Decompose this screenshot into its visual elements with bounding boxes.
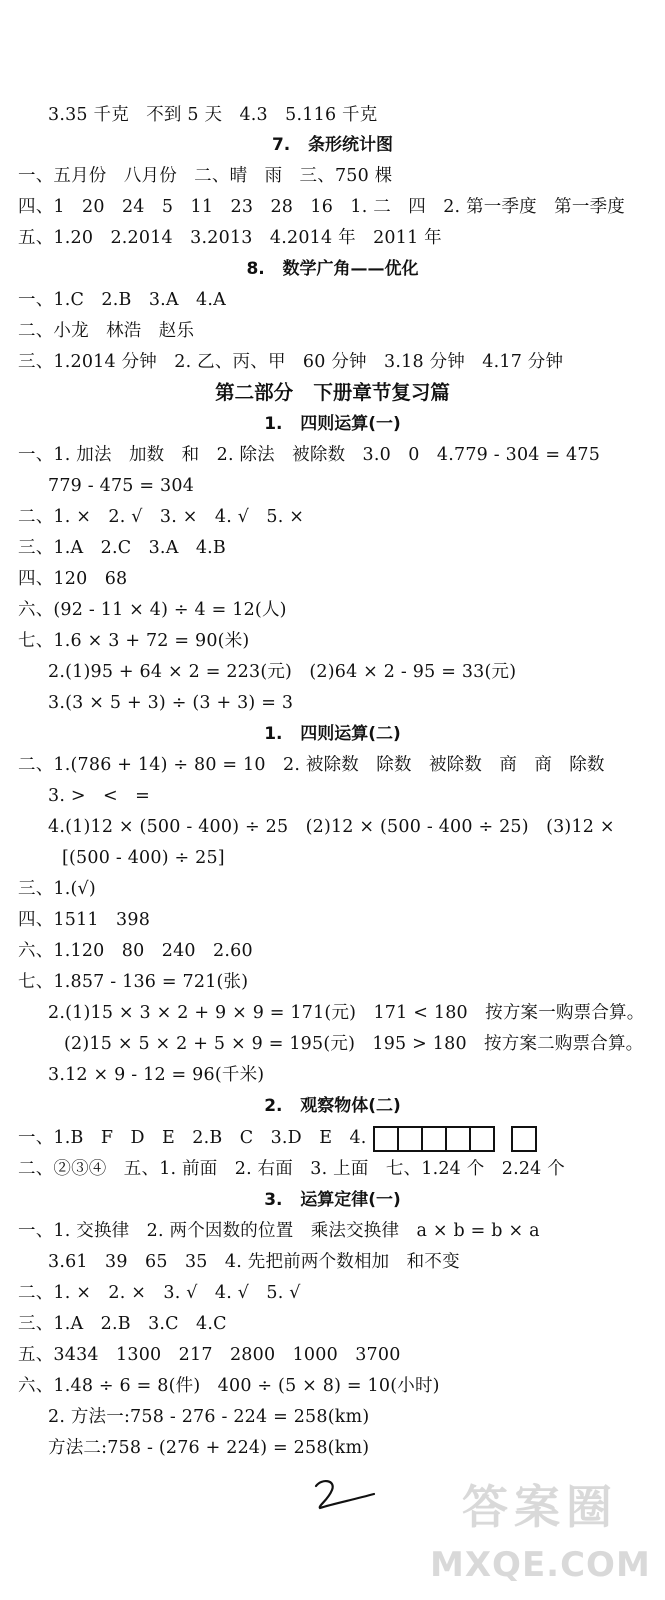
text-line: 三、1.2014 分钟 2. 乙、丙、甲 60 分钟 3.18 分钟 4.17 分钟 [18, 352, 564, 372]
answer-box [397, 1126, 423, 1152]
answer-box [511, 1126, 537, 1152]
text-line: 二、②③④ 五、1. 前面 2. 右面 3. 上面 七、1.24 个 2.24 个 [18, 1159, 565, 1179]
text-line: 方法二:758 - (276 + 224) = 258(km) [48, 1438, 370, 1458]
text-line: (2)15 × 5 × 2 + 5 × 9 = 195(元) 195 > 180 按方案二购票合算。 [64, 1034, 644, 1054]
answer-box [445, 1126, 471, 1152]
text-line: 二、小龙 林浩 赵乐 [18, 321, 195, 341]
text-line: 一、1. 交换律 2. 两个因数的位置 乘法交换律 a × b = b × a [18, 1221, 540, 1241]
text-line: 四、1511 398 [18, 910, 151, 930]
text-line: 2.(1)15 × 3 × 2 + 9 × 9 = 171(元) 171 < 180 按方案一购票合算。 [48, 1003, 645, 1023]
text-line: 五、3434 1300 217 2800 1000 3700 [18, 1345, 401, 1365]
text-line: [(500 - 400) ÷ 25] [62, 848, 225, 868]
part-title: 第二部分 下册章节复习篇 [215, 381, 450, 404]
answer-box [373, 1126, 399, 1152]
text-line: 七、1.857 - 136 = 721(张) [18, 972, 249, 992]
handwritten-mark [312, 1474, 382, 1514]
section-heading: 1. 四则运算(二) [264, 724, 401, 744]
text-line: 四、120 68 [18, 569, 128, 589]
text-line: 二、1. × 2. × 3. √ 4. √ 5. √ [18, 1283, 301, 1303]
text-line: 六、(92 - 11 × 4) ÷ 4 = 12(人) [18, 600, 287, 620]
text-line: 一、五月份 八月份 二、晴 雨 三、750 棵 [18, 166, 393, 186]
text-line: 二、1.(786 + 14) ÷ 80 = 10 2. 被除数 除数 被除数 商 商 除数 [18, 755, 605, 775]
text-line: 一、1.C 2.B 3.A 4.A [18, 290, 226, 310]
text-line: 三、1.(√) [18, 879, 96, 899]
section-heading: 2. 观察物体(二) [264, 1096, 401, 1116]
text-line: 3.35 千克 不到 5 天 4.3 5.116 千克 [48, 105, 378, 125]
text-line: 2.(1)95 + 64 × 2 = 223(元) (2)64 × 2 - 95 = 33(元) [48, 662, 517, 682]
text-line: 3.12 × 9 - 12 = 96(千米) [48, 1065, 265, 1085]
text-line: 779 - 475 = 304 [48, 476, 195, 496]
section-heading: 7. 条形统计图 [271, 135, 394, 155]
text-line: 三、1.A 2.C 3.A 4.B [18, 538, 226, 558]
watermark-url: MXQE.COM [430, 1545, 651, 1585]
text-line: 五、1.20 2.2014 3.2013 4.2014 年 2011 年 [18, 228, 442, 248]
watermark-logo-text: 答案圈 [462, 1480, 618, 1534]
text-line: 三、1.A 2.B 3.C 4.C [18, 1314, 227, 1334]
section-heading: 1. 四则运算(一) [264, 414, 401, 434]
section-heading: 3. 运算定律(一) [264, 1190, 401, 1210]
text-line: 二、1. × 2. √ 3. × 4. √ 5. × [18, 507, 305, 527]
text-line: 3.(3 × 5 + 3) ÷ (3 + 3) = 3 [48, 693, 294, 713]
section-heading: 8. 数学广角——优化 [246, 259, 419, 279]
text-line: 3. > < = [48, 786, 151, 806]
text-line: 六、1.48 ÷ 6 = 8(件) 400 ÷ (5 × 8) = 10(小时) [18, 1376, 440, 1396]
answer-box [421, 1126, 447, 1152]
watermark [430, 1475, 650, 1600]
text-line: 四、1 20 24 5 11 23 28 16 1. 二 四 2. 第一季度 第一季度 [18, 197, 625, 217]
text-line: 六、1.120 80 240 2.60 [18, 941, 253, 961]
text-line: 2. 方法一:758 - 276 - 224 = 258(km) [48, 1407, 370, 1427]
text-line: 3.61 39 65 35 4. 先把前两个数相加 和不变 [48, 1252, 460, 1272]
text-line: 一、1.B F D E 2.B C 3.D E 4. [18, 1128, 367, 1148]
text-line: 七、1.6 × 3 + 72 = 90(米) [18, 631, 250, 651]
text-line: 一、1. 加法 加数 和 2. 除法 被除数 3.0 0 4.779 - 304 = 475 [18, 445, 601, 465]
text-line: 4.(1)12 × (500 - 400) ÷ 25 (2)12 × (500 - 400 ÷ 25) (3)12 × [48, 817, 615, 837]
answer-box [469, 1126, 495, 1152]
